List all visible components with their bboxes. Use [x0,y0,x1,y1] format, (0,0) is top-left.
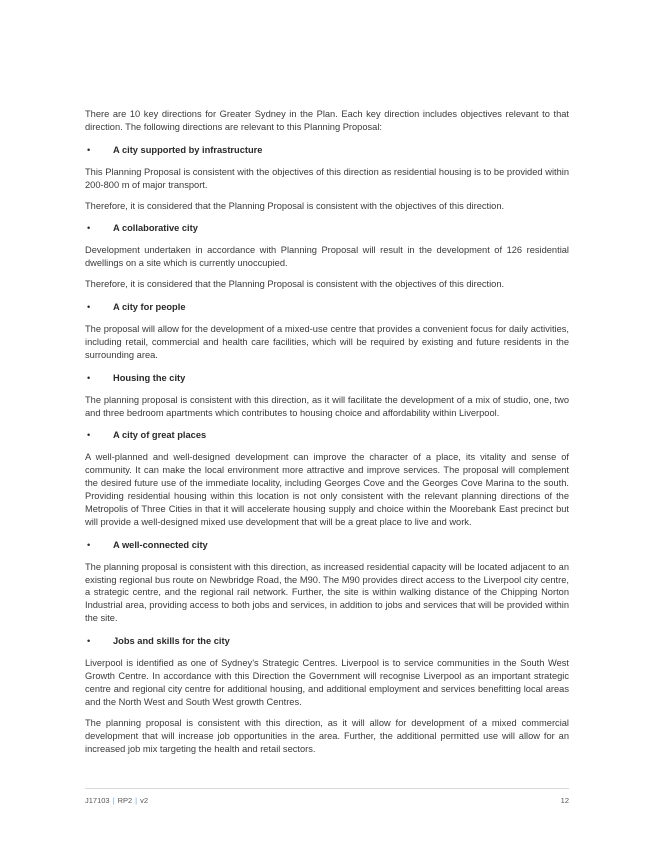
section-heading [85,635,569,648]
section-heading-text: Jobs and skills for the city [113,636,230,647]
section-heading [85,222,569,235]
bullet-icon: • [87,636,91,647]
section-paragraph: The planning proposal is consistent with this direction, as increased residential capacity will be located adjacent to an existing regional bus route on Newbridge Road, the M90. The M90 provides direct access to the Liverpool city centre, a strategic centre, and the regional rail network. Further, the site is within walking distance of the Chipping Norton Industrial area, providing access to both jobs and services, in addition to jobs and services that will be provided within the site. [85,561,569,624]
section-heading-text: A well-connected city [113,539,208,550]
section-heading-text: A city of great places [113,430,207,441]
job-number: J17103 [85,796,110,805]
section-heading-text: A city supported by infrastructure [113,144,263,155]
section-paragraph: The planning proposal is consistent with this direction, as it will allow for development of a mixed commercial development that will increase job opportunities in the area. Further, the additional permitted use will allow for an increased job mix targeting the health and retail sectors. [85,717,569,754]
bullet-icon: • [87,372,91,383]
section-heading-text: A collaborative city [113,223,198,234]
section-paragraph: The proposal will allow for the development of a mixed-use centre that provides a convenient focus for daily activities, including retail, commercial and health care facilities, which will be required by existing and future residents in the surrounding area. [85,323,569,360]
bullet-icon: • [87,430,91,441]
bullet-icon: • [87,539,91,550]
report-number: RP2 [117,796,133,805]
section-paragraph: Therefore, it is considered that the Planning Proposal is consistent with the objectives of this direction. [85,279,505,290]
section-heading-text: Housing the city [113,372,186,383]
footer-separator: | [112,796,115,805]
section-heading [85,301,569,314]
section-heading [85,372,569,385]
section-paragraph: Therefore, it is considered that the Planning Proposal is consistent with the objectives of this direction. [85,200,505,211]
page-number: 12 [560,796,569,805]
bullet-icon: • [87,144,91,155]
section-heading [85,429,569,442]
section-paragraph: Development undertaken in accordance with Planning Proposal will result in the development of 126 residential dwellings on a site which is currently unoccupied. [85,245,569,269]
footer-divider [85,788,569,789]
document-reference [85,796,148,805]
section-heading [85,144,569,157]
section-paragraph: Liverpool is identified as one of Sydney’s Strategic Centres. Liverpool is to service communities in the South West Growth Centre. In accordance with this Direction the Government will recognise Liverpool as an important strategic centre and regional city centre for additional housing, and additional employment and services benefitting local areas and the North West and South West growth Centres. [85,658,569,707]
bullet-icon: • [87,223,91,234]
section-paragraph: The planning proposal is consistent with this direction, as it will facilitate the development of a mix of studio, one, two and three bedroom apartments which contributes to housing choice and affordability within Liverpool. [85,394,569,418]
section-heading-text: A city for people [113,302,186,313]
section-paragraph: This Planning Proposal is consistent with the objectives of this direction as residential housing is to be provided within 200-800 m of major transport. [85,166,569,190]
section-heading [85,539,569,552]
intro-paragraph: There are 10 key directions for Greater Sydney in the Plan. Each key direction includes objectives relevant to that direction. The following directions are relevant to this Planning Proposal: [85,109,569,132]
page-footer [85,796,569,805]
footer-separator: | [135,796,138,805]
version-number: v2 [140,796,149,805]
section-paragraph: A well-planned and well-designed development can improve the character of a place, its vitality and sense of community. It can make the local environment more attractive and improve services. The proposal will complement the desired future use of the immediate locality, including Georges Cove and the Georges Cove Marina to the south. Providing residential housing within this location is not only consistent with the relevant planning directions of the Metropolis of Three Cities in that it will accelerate housing supply and choice within the Moorebank East precinct but will provide a well-designed mixed use development that will be a great place to live and work. [85,452,569,527]
bullet-icon: • [87,302,91,313]
document-body [85,108,569,763]
